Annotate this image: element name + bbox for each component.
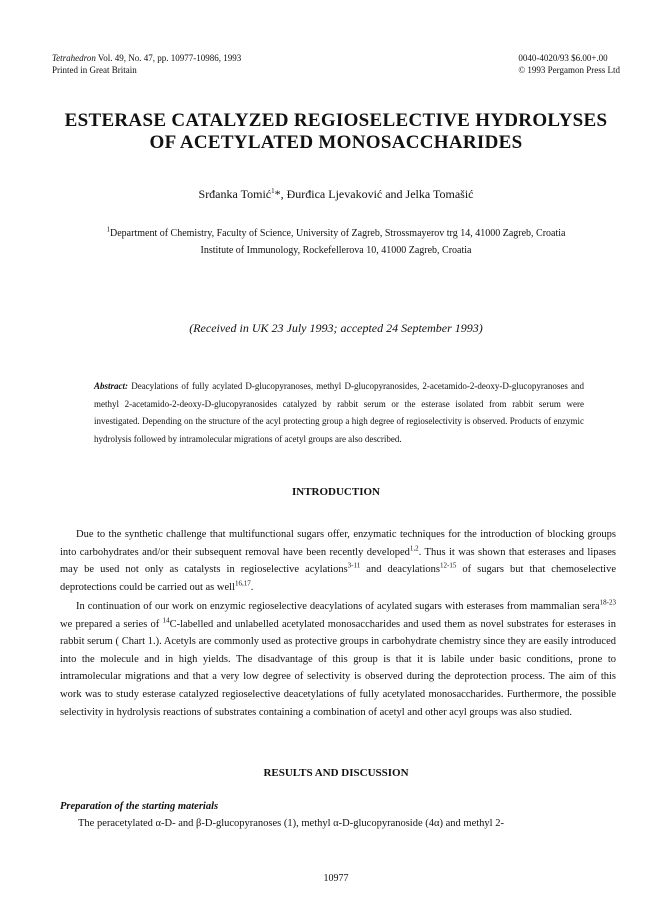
journal-citation	[52, 52, 241, 64]
section-heading-results: RESULTS AND DISCUSSION	[263, 767, 409, 779]
p2-isotope-sup: 14	[162, 616, 170, 625]
p1-citation-3: 12-15	[439, 561, 457, 570]
printed-in: Printed in Great Britain	[52, 65, 137, 75]
affiliation-1-text: Department of Chemistry, Faculty of Science, University of Zagreb, Strossmayerov trg 14, 41000 Zagreb, Croatia	[110, 228, 566, 239]
p1-text-a: Due to the synthetic challenge that multifunctional sugars offer, enzymatic techniques for the introduction of blocking groups into carbohydrates and/or their subsequent removal have been recently developed	[60, 529, 616, 558]
p2-text-a: In continuation of our work on enzymic regioselective deacylations of acylated sugars with esterases from mammalian sera	[76, 601, 600, 612]
abstract	[94, 378, 584, 448]
p1-citation-2: 3-11	[347, 561, 361, 570]
header-right	[518, 52, 620, 76]
title-line-2: OF ACETYLATED MONOSACCHARIDES	[149, 132, 523, 153]
title-line-1: ESTERASE CATALYZED REGIOSELECTIVE HYDROLYSES	[64, 110, 608, 131]
paragraph-2	[60, 598, 616, 721]
affiliation-sup: 1	[106, 225, 111, 234]
header-left	[52, 52, 241, 76]
author-sup: 1	[271, 187, 275, 195]
paragraph-1	[60, 526, 616, 596]
p1-text-c: and deacylations	[360, 564, 440, 576]
subsection-heading: Preparation of the starting materials	[60, 801, 219, 812]
p1-citation-4: 16,17	[234, 579, 251, 588]
abstract-text: Deacylations of fully acylated D-glucopyranoses, methyl D-glucopyranosides, 2-acetamido-2-deoxy-D-glucopyranoses and methyl 2-acetamido-2-deoxy-D-glucopyranosides catalyzed by rabbit serum or the esterase isolated from rabbit serum were investigated. Depending on the structure of the acyl protecting group a high degree of regioselectivity is observed. Products of enzymic hydrolysis followed by intramolecular migrations of acetyl groups are also described.	[94, 381, 584, 444]
p2-text-b: we prepared a series of	[60, 618, 163, 630]
section-heading-introduction: INTRODUCTION	[291, 486, 380, 498]
author-rest: *, Đurđica Ljevaković and Jelka Tomašić	[274, 187, 474, 201]
p1-text-e: .	[250, 581, 254, 593]
price-code: 0040-4020/93 $6.00+.00	[518, 53, 608, 63]
author-list	[0, 187, 672, 202]
page-number: 10977	[323, 873, 349, 884]
p1-text-d: of sugars but that chemoselective deprotections could be carried out as well	[60, 564, 617, 593]
p2-citation-1: 18-23	[599, 598, 616, 607]
paragraph-3: The peracetylated α-D- and β-D-glucopyranoses (1), methyl α-D-glucopyranoside (4α) and methyl 2-	[78, 818, 504, 829]
citation-details: Vol. 49, No. 47, pp. 10977-10986, 1993	[95, 53, 242, 63]
article-title	[40, 110, 632, 154]
affiliation-1	[0, 227, 672, 241]
journal-name: Tetrahedron	[52, 53, 96, 63]
p1-citation-1: 1,2	[409, 544, 419, 553]
p2-text-c: C-labelled and unlabelled acetylated monosaccharides and used them as novel substrates for esterases in rabbit serum ( Chart 1.). Acetyls are commonly used as protective groups in carbohydrate chemistry since they are easily introduced into the molecule and in high yields. The disadvantage of this group is that it is labile under basic conditions, prone to intramolecular migrations and that a very low degree of selectivity is observed during the deprotection process. The aim of this work was to study esterase catalyzed regioselective deacetylations of fully acetylated monosaccharides. Furthermore, the possible selectivity in hydrolysis reactions of substrates containing a combination of acetyl and other acyl groups was also studied.	[60, 618, 616, 718]
received-dates: (Received in UK 23 July 1993; accepted 24 September 1993)	[189, 321, 483, 335]
abstract-label: Abstract:	[94, 381, 129, 391]
p1-text-b: . Thus it was shown that esterases and lipases may be used not only as catalysts in regioselective acylations	[60, 546, 617, 576]
affiliation-2: Institute of Immunology, Rockefellerova 10, 41000 Zagreb, Croatia	[200, 245, 472, 256]
author-first: Srđanka Tomić	[198, 187, 272, 201]
copyright: © 1993 Pergamon Press Ltd	[518, 65, 620, 75]
